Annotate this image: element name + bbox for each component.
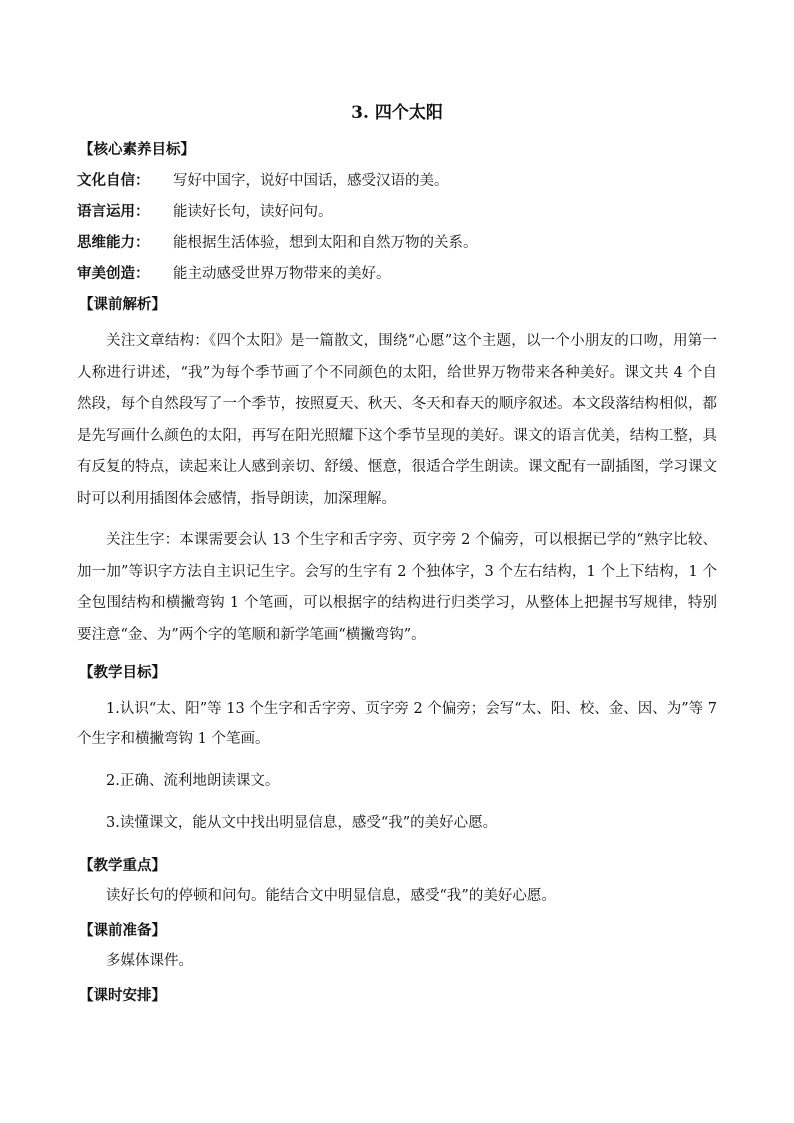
- core-goal-text: 写好中国字，说好中国话，感受汉语的美。: [173, 173, 449, 189]
- core-goal-text: 能读好长句，读好问句。: [173, 204, 333, 220]
- document-page: [77, 100, 717, 1011]
- core-goal-text: 能根据生活体验，想到太阳和自然万物的关系。: [173, 235, 478, 251]
- core-goal-thinking: [77, 227, 717, 258]
- core-goal-text: 能主动感受世界万物带来的美好。: [173, 266, 391, 282]
- core-goal-language: [77, 196, 717, 227]
- preparation-text: 多媒体课件。: [106, 953, 193, 969]
- key-points-text: 读好长句的停顿和问句。能结合文中明显信息，感受“我”的美好心愿。: [106, 888, 556, 904]
- teaching-goals-heading: 【教学目标】: [79, 664, 166, 681]
- core-goal-aesthetic: [77, 258, 717, 289]
- pre-analysis-heading: 【课前解析】: [79, 296, 166, 313]
- page-title: 3. 四个太阳: [351, 103, 443, 123]
- key-points-heading: 【教学重点】: [79, 857, 166, 874]
- core-goal-label: 思维能力：: [77, 234, 150, 251]
- teaching-goal-item: 2.正确、流利地朗读课文。: [106, 773, 280, 789]
- characters-paragraph: 关注生字：本课需要会认 13 个生字和舌字旁、页字旁 2 个偏旁，可以根据已学的“熟字比较、加一加”等识字方法自主识记生字。会写的生字有 2 个独体字，3 个左右结构，1 个上下结构，1 个全包围结构和横撇弯钩 1 个笔画，可以根据字的结构进行归类学习，从整体上把握书写规律，特别要注意“金、为”两个字的笔顺和新学笔画“横撇弯钩”。: [77, 532, 717, 643]
- core-goal-label: 文化自信：: [77, 172, 150, 189]
- schedule-heading: 【课时安排】: [79, 987, 166, 1004]
- core-goals-heading: 【核心素养目标】: [79, 141, 195, 158]
- teaching-goal-item: 1.认识“太、阳”等 13 个生字和舌字旁、页字旁 2 个偏旁；会写“太、阳、校、金、因、为”等 7 个生字和横撇弯钩 1 个笔画。: [77, 701, 717, 747]
- structure-paragraph: 关注文章结构：《四个太阳》是一篇散文，围绕“心愿”这个主题，以一个小朋友的口吻，用第一人称进行讲述，“我”为每个季节画了个不同颜色的太阳，给世界万物带来各种美好。课文共 4 个自然段，每个自然段写了一个季节，按照夏天、秋天、冬天和春天的顺序叙述。本文段落结构相似，都是先写画什么颜色的太阳，再写在阳光照耀下这个季节呈现的美好。课文的语言优美，结构工整，具有反复的特点，读起来让人感到亲切、舒缓、惬意，很适合学生朗读。课文配有一副插图，学习课文时可以利用插图体会感情，指导朗读，加深理解。: [77, 333, 717, 507]
- core-goal-label: 语言运用：: [77, 203, 150, 220]
- teaching-goal-item: 3.读懂课文，能从文中找出明显信息，感受“我”的美好心愿。: [106, 815, 498, 831]
- preparation-heading: 【课前准备】: [79, 922, 166, 939]
- core-goal-culture: [77, 165, 717, 196]
- core-goal-label: 审美创造：: [77, 265, 150, 282]
